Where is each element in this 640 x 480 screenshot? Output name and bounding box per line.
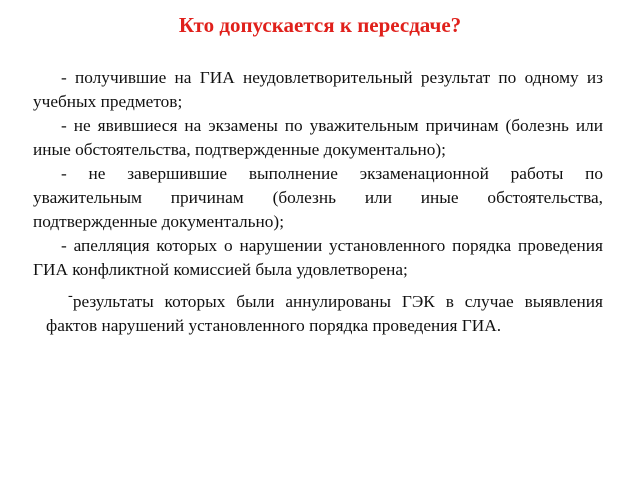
slide-title: Кто допускается к пересдаче? [178, 13, 462, 37]
criteria-item: - не явившиеся на экзамены по уважительным причинам (болезнь или иные обстоятельства, подтвержденные документально); [33, 116, 603, 159]
dash-marker: - [68, 288, 73, 304]
criteria-item: - не завершившие выполнение экзаменационной работы по уважительным причинам (болезнь или иные обстоятельства, подтвержденные документально); [33, 164, 603, 231]
criteria-item-last [46, 284, 603, 338]
criteria-list [33, 66, 603, 338]
criteria-item: - апелляция которых о нарушении установленного порядка проведения ГИА конфликтной комиссией была удовлетворена; [33, 236, 603, 279]
criteria-item-text: результаты которых были аннулированы ГЭК в случае выявления фактов нарушений установленного порядка проведения ГИА. [46, 291, 603, 335]
criteria-item: - получившие на ГИА неудовлетворительный результат по одному из учебных предметов; [33, 68, 603, 111]
